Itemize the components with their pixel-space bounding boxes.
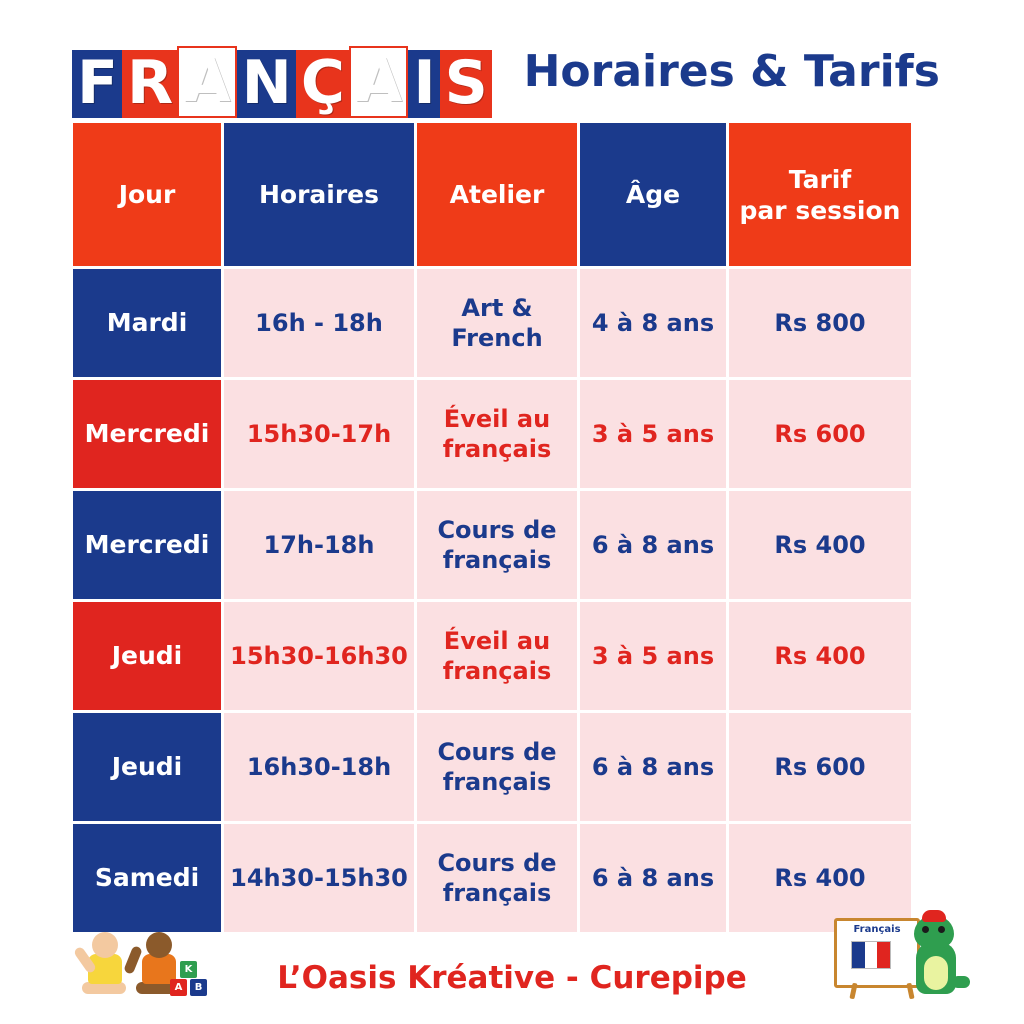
cell-atelier-line1: Éveil au <box>443 405 551 433</box>
cell-horaires: 17h-18h <box>224 491 414 599</box>
column-header-tarif-line1: Tarif <box>788 164 852 194</box>
cell-tarif: Rs 600 <box>729 380 911 488</box>
cell-atelier-line1: Cours de <box>437 849 557 877</box>
cell-age: 3 à 5 ans <box>580 380 726 488</box>
toy-block: B <box>190 979 207 996</box>
cell-atelier-line1: Art & <box>461 294 533 322</box>
french-flag-icon <box>851 941 891 969</box>
cell-atelier-line2: français <box>442 657 552 685</box>
column-header-tarif-line2: par session <box>739 195 901 225</box>
cell-atelier <box>417 713 577 821</box>
table-head <box>73 123 911 266</box>
cell-day: Jeudi <box>73 713 221 821</box>
cell-day: Mercredi <box>73 491 221 599</box>
logo-letter: N <box>237 50 296 118</box>
cell-tarif: Rs 600 <box>729 713 911 821</box>
cell-age: 3 à 5 ans <box>580 602 726 710</box>
table-header-row <box>73 123 911 266</box>
column-header-jour: Jour <box>73 123 221 266</box>
logo-letter: A <box>177 46 236 118</box>
logo-letter: Ç <box>296 50 349 118</box>
cell-atelier-line2: français <box>442 435 552 463</box>
cell-tarif: Rs 400 <box>729 491 911 599</box>
cell-day: Mercredi <box>73 380 221 488</box>
schedule-table <box>70 120 914 935</box>
table-row <box>73 380 911 488</box>
cell-age: 6 à 8 ans <box>580 491 726 599</box>
cell-horaires: 15h30-17h <box>224 380 414 488</box>
column-header-age: Âge <box>580 123 726 266</box>
logo-letter: F <box>72 50 122 118</box>
whiteboard-easel-legs <box>847 985 917 999</box>
footer-text: L’Oasis Kréative - Curepipe <box>277 960 747 996</box>
cell-atelier-line2: français <box>442 546 552 574</box>
cell-age: 4 à 8 ans <box>580 269 726 377</box>
francais-logo <box>72 36 487 118</box>
logo-letter: A <box>349 46 408 118</box>
cell-age: 6 à 8 ans <box>580 824 726 932</box>
schedule-table-wrapper <box>70 120 902 935</box>
cell-horaires: 16h - 18h <box>224 269 414 377</box>
page-title: Horaires & Tarifs <box>523 46 940 97</box>
logo-letter: R <box>122 50 177 118</box>
poster-header <box>0 28 1024 116</box>
cell-age: 6 à 8 ans <box>580 713 726 821</box>
dinosaur-mascot-icon <box>910 910 964 994</box>
cell-atelier <box>417 602 577 710</box>
table-row <box>73 269 911 377</box>
cell-atelier <box>417 824 577 932</box>
cell-horaires: 15h30-16h30 <box>224 602 414 710</box>
cell-day: Samedi <box>73 824 221 932</box>
column-header-tarif <box>729 123 911 266</box>
table-row <box>73 602 911 710</box>
kids-illustration <box>78 906 218 996</box>
cell-horaires: 16h30-18h <box>224 713 414 821</box>
cell-day: Mardi <box>73 269 221 377</box>
cell-tarif: Rs 800 <box>729 269 911 377</box>
cell-atelier-line2: français <box>442 879 552 907</box>
column-header-atelier: Atelier <box>417 123 577 266</box>
cell-atelier <box>417 269 577 377</box>
table-body <box>73 269 911 932</box>
cell-atelier-line1: Éveil au <box>443 627 551 655</box>
table-row <box>73 491 911 599</box>
toy-block: K <box>180 961 197 978</box>
column-header-horaires: Horaires <box>224 123 414 266</box>
cell-atelier <box>417 491 577 599</box>
cell-horaires: 14h30-15h30 <box>224 824 414 932</box>
table-row <box>73 713 911 821</box>
cell-atelier-line1: Cours de <box>437 516 557 544</box>
cell-atelier-line2: français <box>442 768 552 796</box>
mascot-illustration <box>814 896 964 996</box>
whiteboard <box>834 918 920 988</box>
cell-atelier-line2: French <box>451 324 543 352</box>
cell-day: Jeudi <box>73 602 221 710</box>
logo-letters <box>72 36 487 118</box>
cell-atelier-line1: Cours de <box>437 738 557 766</box>
logo-letter: S <box>440 50 492 118</box>
cell-tarif: Rs 400 <box>729 824 911 932</box>
cell-atelier <box>417 380 577 488</box>
cell-tarif: Rs 400 <box>729 602 911 710</box>
logo-letter: I <box>408 50 439 118</box>
whiteboard-label: Français <box>853 924 901 935</box>
toy-block: A <box>170 979 187 996</box>
